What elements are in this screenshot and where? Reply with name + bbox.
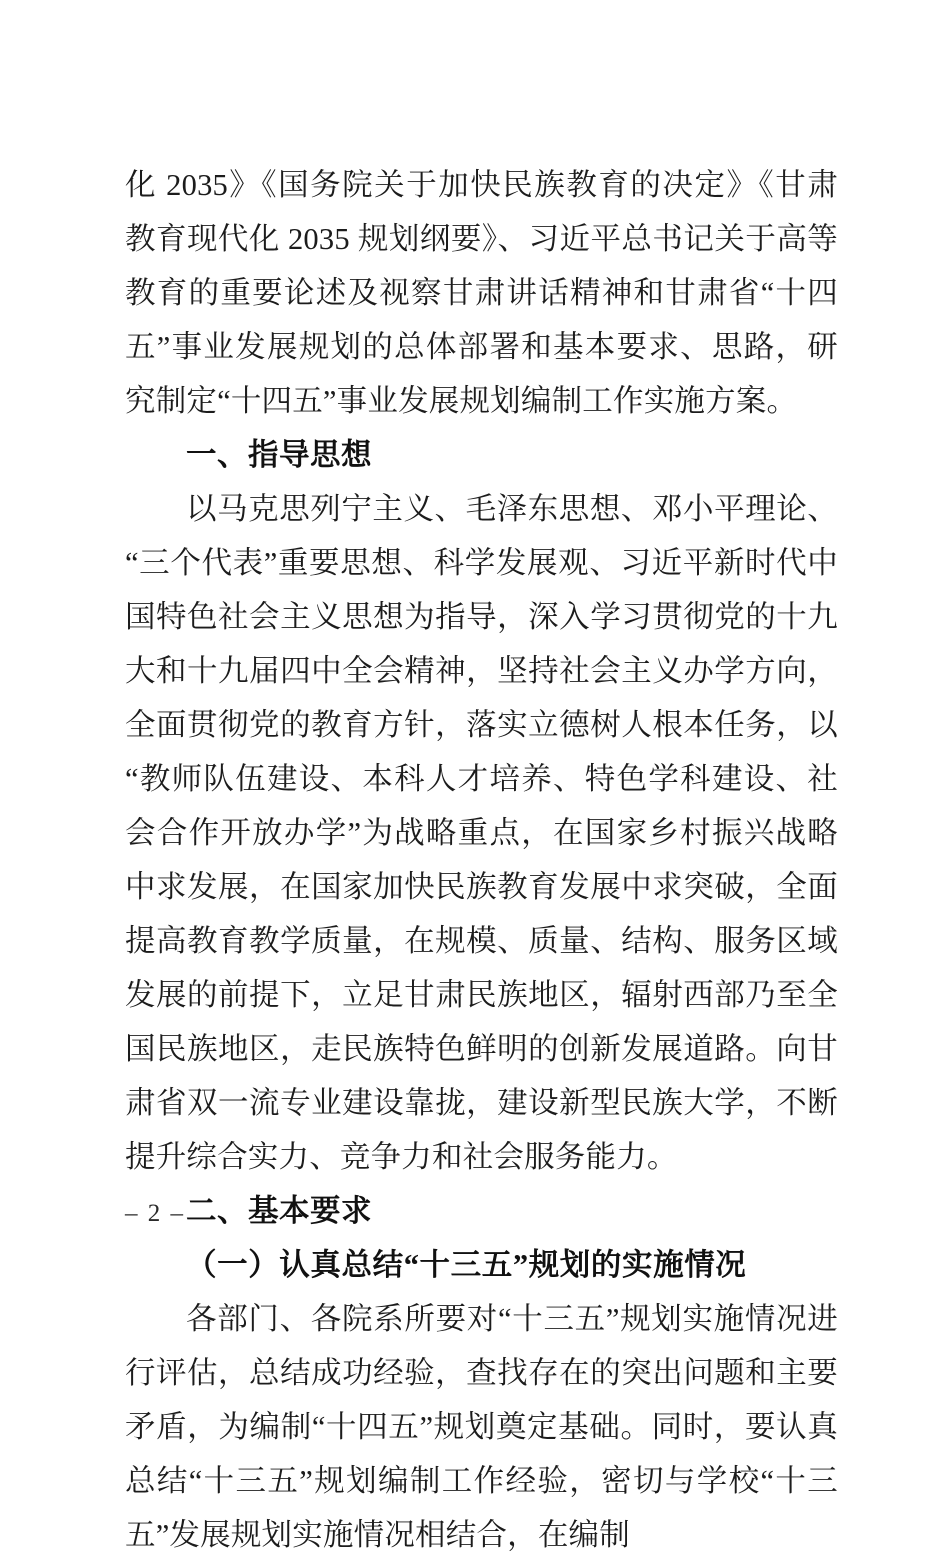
heading-section-one: 一、指导思想 bbox=[186, 438, 372, 472]
heading-section-two: 二、基本要求 bbox=[186, 1194, 372, 1228]
document-body bbox=[125, 158, 838, 1562]
paragraph-section-one: 以马克思列宁主义、毛泽东思想、邓小平理论、“三个代表”重要思想、科学发展观、习近平新时代中国特色社会主义思想为指导，深入学习贯彻党的十九大和十九届四中全会精神，坚持社会主义办学方向，全面贯彻党的教育方针，落实立德树人根本任务，以“教师队伍建设、本科人才培养、特色学科建设、社会合作开放办学”为战略重点，在国家乡村振兴战略中求发展，在国家加快民族教育发展中求突破，全面提高教育教学质量，在规模、质量、结构、服务区域发展的前提下，立足甘肃民族地区，辐射西部乃至全国民族地区，走民族特色鲜明的创新发展道路。向甘肃省双一流专业建设靠拢，建设新型民族大学，不断提升综合实力、竞争力和社会服务能力。 bbox=[125, 492, 838, 1174]
heading-subsection-one: （一）认真总结“十三五”规划的实施情况 bbox=[186, 1248, 747, 1282]
paragraph-continued: 化 2035》《国务院关于加快民族教育的决定》《甘肃教育现代化 2035 规划纲要》、习近平总书记关于高等教育的重要论述及视察甘肃讲话精神和甘肃省“十四五”事业发展规划的总体部署和基本要求、思路，研究制定“十四五”事业发展规划编制工作实施方案。 bbox=[125, 168, 838, 418]
paragraph-subsection-one: 各部门、各院系所要对“十三五”规划实施情况进行评估，总结成功经验，查找存在的突出问题和主要矛盾，为编制“十四五”规划奠定基础。同时，要认真总结“十三五”规划编制工作经验，密切与学校“十三五”发展规划实施情况相结合，在编制 bbox=[125, 1302, 838, 1552]
page-number-footer: – 2 – bbox=[125, 1200, 185, 1227]
